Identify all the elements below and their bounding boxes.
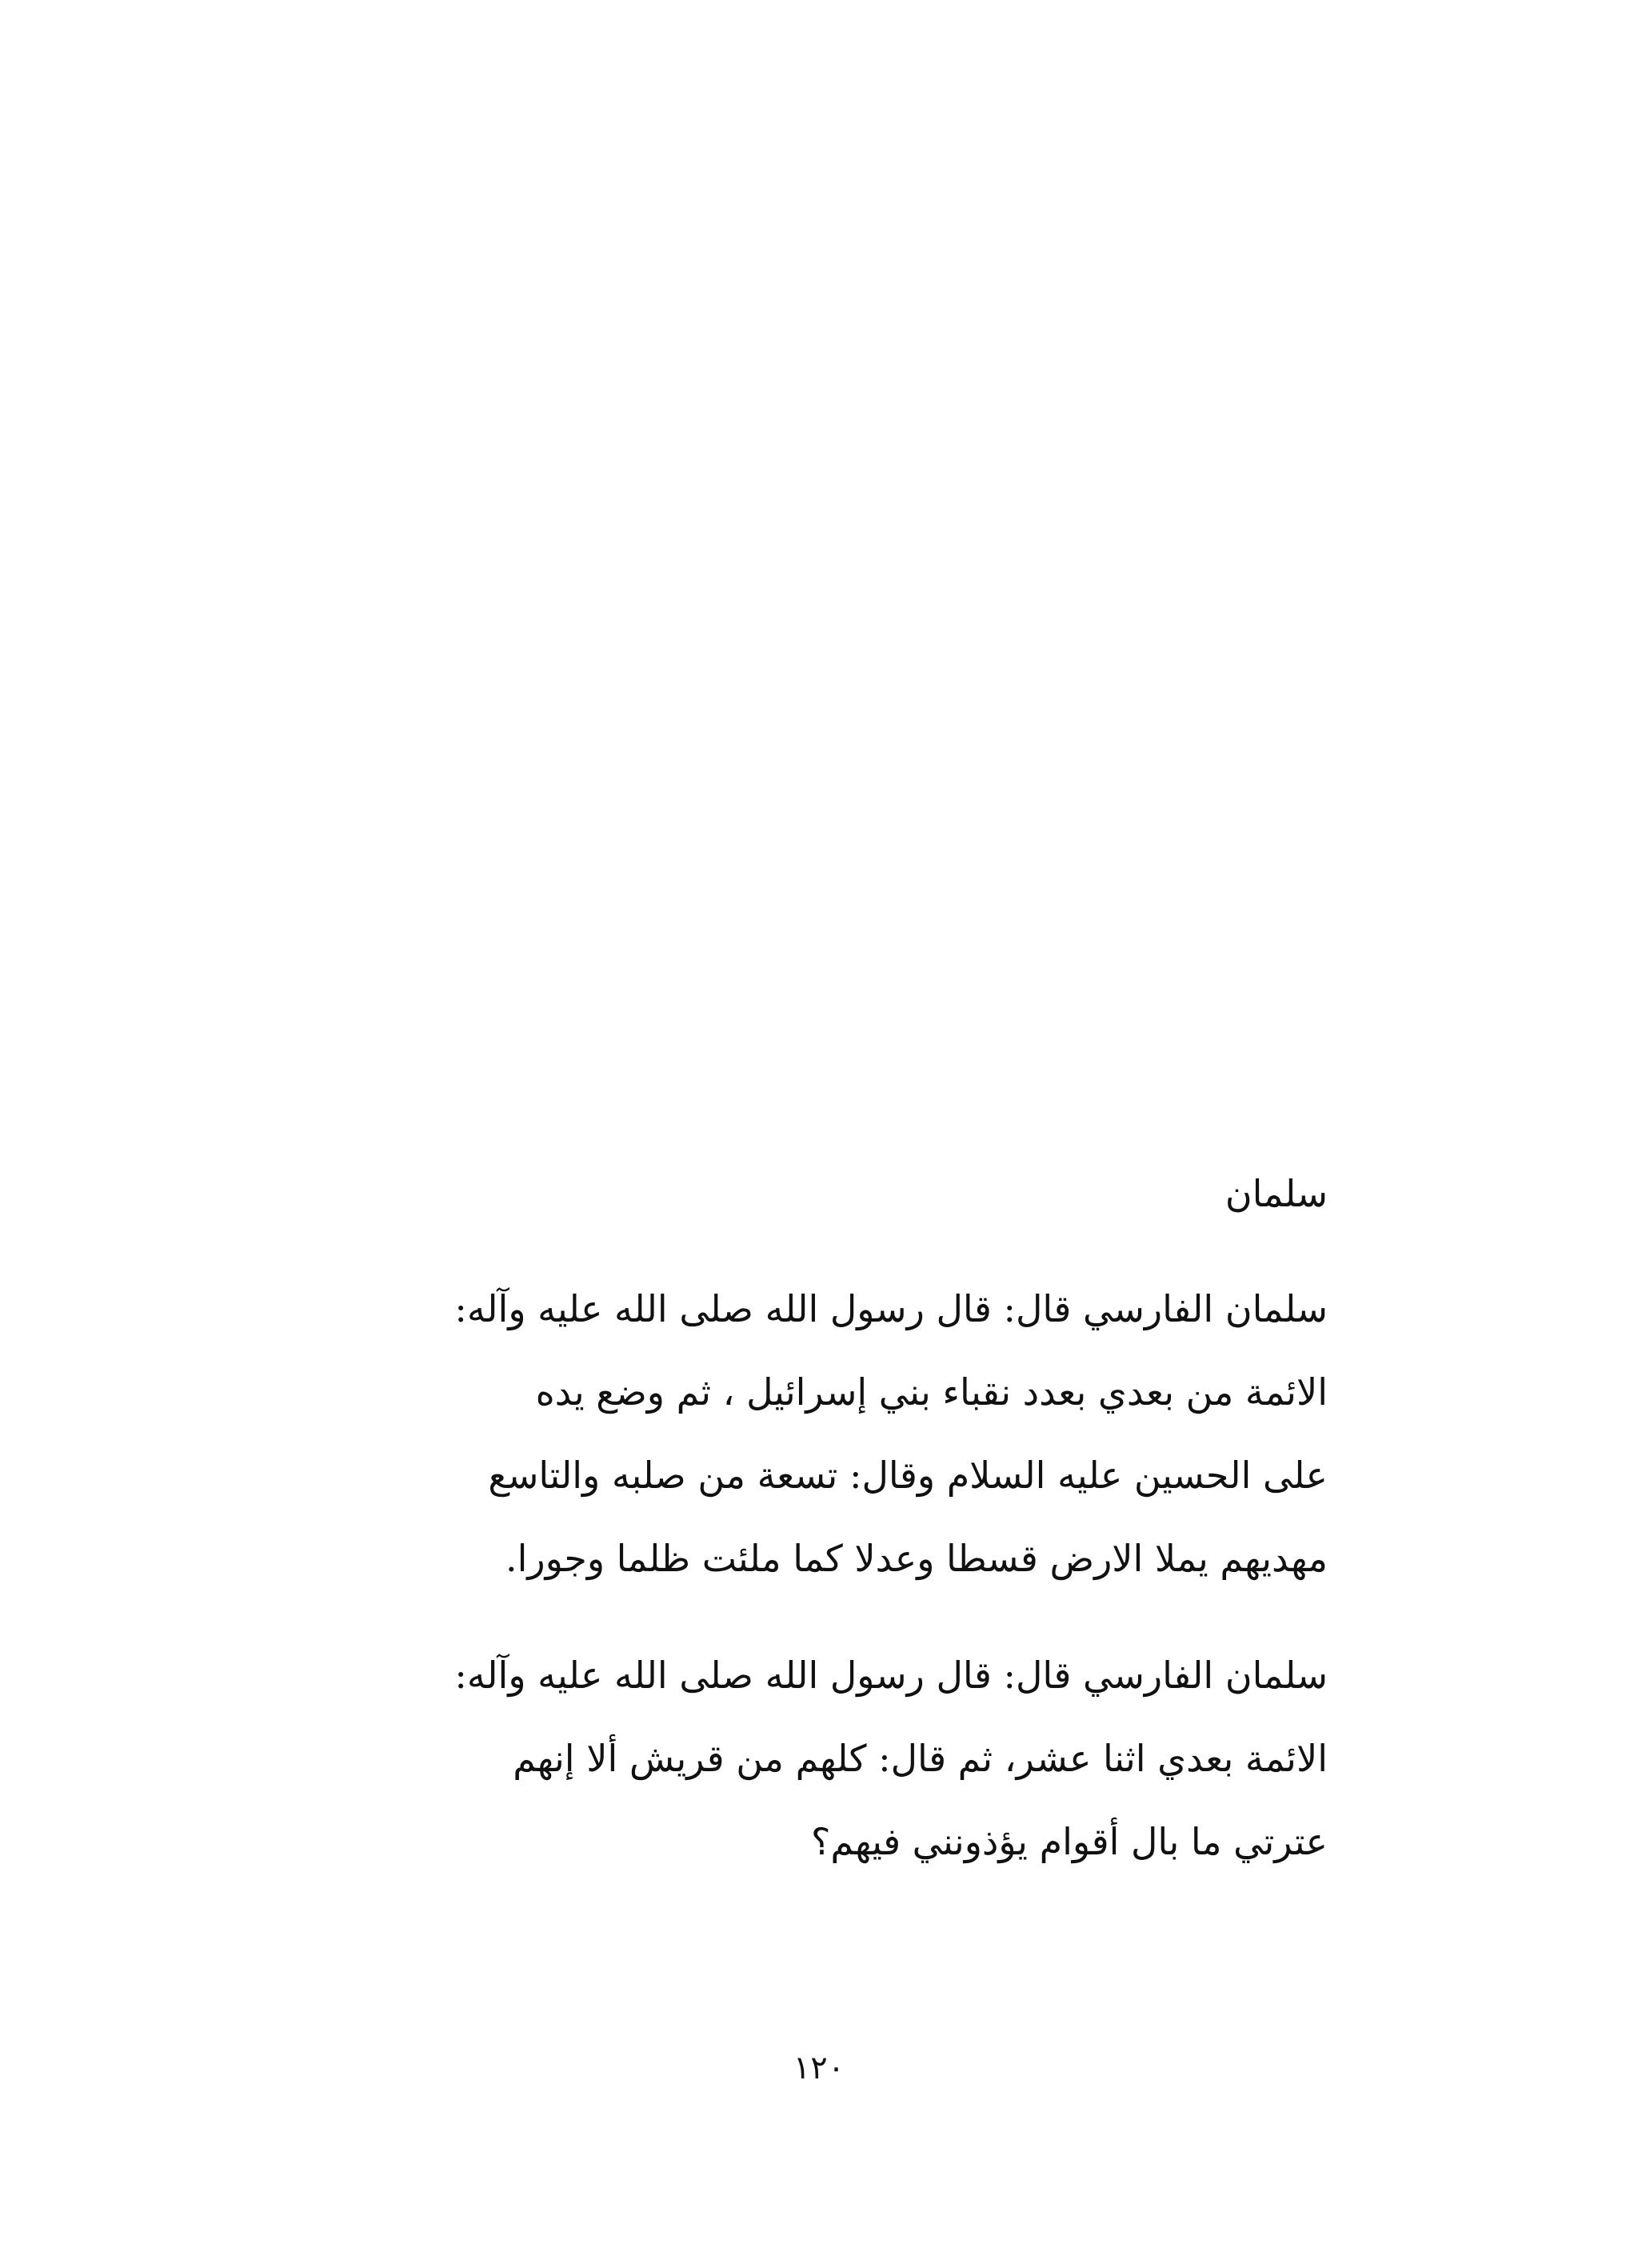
page-number: ١٢٠ bbox=[793, 2050, 845, 2086]
hadith-paragraph-2 bbox=[316, 1634, 1328, 1883]
paragraph-line: الائمة بعدي اثنا عشر، ثم قال: كلهم من قريش ألا إنهم bbox=[513, 1737, 1328, 1780]
paragraph-line: عترتي ما بال أقوام يؤذونني فيهم؟ bbox=[810, 1820, 1328, 1863]
paragraph-line: الائمة من بعدي بعدد نقباء بني إسرائيل ، ثم وضع يده bbox=[535, 1370, 1328, 1414]
text-block bbox=[316, 1152, 1328, 1917]
paragraph-line: سلمان الفارسي قال: قال رسول الله صلى الله عليه وآله: bbox=[454, 1287, 1328, 1330]
paragraph-line: على الحسين عليه السلام وقال: تسعة من صلبه والتاسع bbox=[488, 1454, 1328, 1497]
paragraph-line: سلمان الفارسي قال: قال رسول الله صلى الله عليه وآله: bbox=[454, 1654, 1328, 1697]
section-heading: سلمان bbox=[1225, 1172, 1328, 1215]
hadith-paragraph-1 bbox=[316, 1267, 1328, 1600]
paragraph-line: مهديهم يملا الارض قسطا وعدلا كما ملئت ظلما وجورا. bbox=[505, 1537, 1328, 1580]
